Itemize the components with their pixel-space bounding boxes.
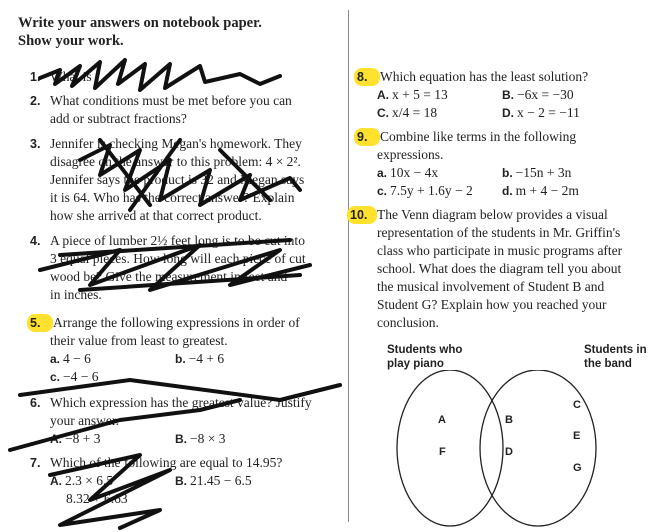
venn-label: B xyxy=(505,414,513,426)
column-divider xyxy=(348,10,349,522)
option-label: A. xyxy=(377,88,389,102)
question-text: the musical involvement of Student B and xyxy=(377,279,605,294)
question-3 xyxy=(30,135,304,225)
option-expression: x + 5 = 13 xyxy=(392,87,448,102)
question-number: 9. xyxy=(354,128,380,146)
option-label: d. xyxy=(502,184,513,198)
venn-right-title xyxy=(584,343,647,371)
option-label: A. xyxy=(50,474,62,488)
question-text: Which equation has the least solution? xyxy=(380,69,589,84)
option-expression: 2.3 × 6.5 xyxy=(65,473,114,488)
option-label: B. xyxy=(175,474,187,488)
question-text: Student G? Explain how you reached your xyxy=(377,297,607,312)
venn-label: C xyxy=(573,399,581,411)
option-label: C. xyxy=(377,106,389,120)
question-text: their value from least to greatest. xyxy=(50,333,228,348)
question-text: school. What does the diagram tell you about xyxy=(377,261,622,276)
question-text: add or subtract fractions? xyxy=(50,111,187,126)
option-expression: −8 + 3 xyxy=(65,431,101,446)
option-label: c. xyxy=(50,370,61,384)
question-number: 3. xyxy=(30,137,41,151)
venn-right-title-line: Students in xyxy=(584,344,647,356)
venn-circle-band xyxy=(480,370,596,526)
question-text: What is xyxy=(50,69,92,84)
option-label: a. xyxy=(50,352,61,366)
question-text: class who participate in music programs after xyxy=(377,243,623,258)
venn-label: F xyxy=(439,446,446,458)
question-1 xyxy=(30,68,92,86)
question-number: 1. xyxy=(30,70,41,84)
option-label: B. xyxy=(502,88,514,102)
question-text: Jennifer is checking Megan's homework. They xyxy=(50,136,302,151)
option-label: D. xyxy=(502,106,514,120)
question-7 xyxy=(30,454,300,508)
question-text: Which expression has the greatest value? Justify xyxy=(50,395,312,410)
instructions-line-2: Show your work. xyxy=(18,33,124,49)
question-text: Arrange the following expressions in order of xyxy=(53,315,300,330)
question-6 xyxy=(30,394,312,448)
option-expression: −4 + 6 xyxy=(188,351,225,366)
question-2 xyxy=(30,92,292,128)
question-10 xyxy=(350,206,622,332)
question-number: 2. xyxy=(30,94,41,108)
option-expression: 10x − 4x xyxy=(390,165,439,180)
question-text: representation of the students in Mr. Griffin's xyxy=(377,225,621,240)
option-label: b. xyxy=(175,352,186,366)
option-label: A. xyxy=(50,432,62,446)
question-8 xyxy=(357,68,627,122)
question-text: in inches. xyxy=(50,287,102,302)
question-5 xyxy=(30,314,300,386)
option-label: B. xyxy=(175,432,187,446)
question-9 xyxy=(357,128,627,200)
question-text: 8.32 + 6.63 xyxy=(66,491,128,506)
option-expression: 7.5y + 1.6y − 2 xyxy=(390,183,473,198)
question-text: Which of the following are equal to 14.95? xyxy=(50,455,283,470)
question-number: 10. xyxy=(347,206,377,224)
option-expression: −15n + 3n xyxy=(515,165,572,180)
question-number: 8. xyxy=(354,68,380,86)
option-expression: −6x = −30 xyxy=(517,87,574,102)
question-text: What conditions must be met before you can xyxy=(50,93,292,108)
question-text: wood be? Give the measurement in feet and xyxy=(50,269,288,284)
question-text: Combine like terms in the following xyxy=(380,129,577,144)
option-label: a. xyxy=(377,166,388,180)
question-text: Jennifer says the product is 32 and Megan says xyxy=(50,172,305,187)
venn-left-title-line: play piano xyxy=(387,358,444,370)
question-text: conclusion. xyxy=(377,315,439,330)
option-expression: 21.45 − 6.5 xyxy=(190,473,252,488)
question-text: disagree on the answer to this problem: 4 × 2². xyxy=(50,154,301,169)
question-text: your answer. xyxy=(50,413,119,428)
question-number: 4. xyxy=(30,234,41,248)
venn-diagram xyxy=(380,370,650,530)
question-number: 6. xyxy=(30,396,41,410)
venn-circle-piano xyxy=(397,370,503,526)
venn-label: D xyxy=(505,446,513,458)
option-expression: −8 × 3 xyxy=(190,431,226,446)
option-label: c. xyxy=(377,184,388,198)
venn-left-title-line: Students who xyxy=(387,344,463,356)
question-number: 5. xyxy=(27,314,53,332)
option-expression: x/4 = 18 xyxy=(392,105,438,120)
question-text: A piece of lumber 2½ feet long is to be cut into xyxy=(50,233,305,248)
venn-label: G xyxy=(573,462,582,474)
question-4 xyxy=(30,232,306,304)
question-text: how she arrived at that correct product. xyxy=(50,208,262,223)
question-number: 7. xyxy=(30,456,41,470)
question-text: expressions. xyxy=(377,147,444,162)
question-text: The Venn diagram below provides a visual xyxy=(377,207,608,222)
question-text: it is 64. Who has the correct answer? Explain xyxy=(50,190,295,205)
option-expression: x − 2 = −11 xyxy=(517,105,580,120)
option-label: b. xyxy=(502,166,513,180)
venn-right-title-line: the band xyxy=(584,358,632,370)
venn-label: E xyxy=(573,430,581,442)
option-expression: m + 4 − 2m xyxy=(515,183,579,198)
option-expression: 4 − 6 xyxy=(63,351,91,366)
venn-left-title xyxy=(387,343,462,371)
instructions-line-1: Write your answers on notebook paper. xyxy=(18,15,262,31)
option-expression: −4 − 6 xyxy=(63,369,99,384)
venn-label: A xyxy=(438,414,446,426)
instructions-header xyxy=(18,14,262,50)
question-text: 3 equal pieces. How long will each piece of cut xyxy=(50,251,306,266)
